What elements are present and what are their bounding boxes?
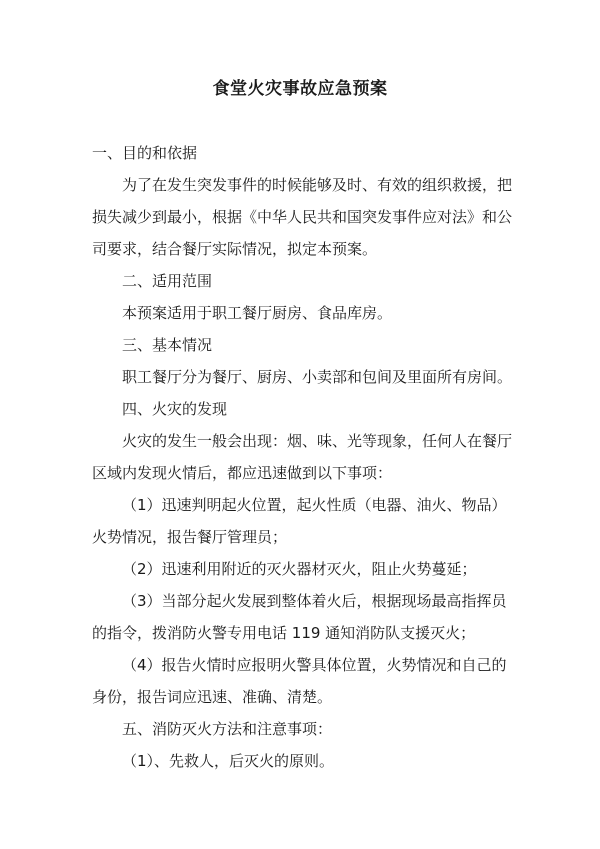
paragraph-line: 区域内发现火情后，都应迅速做到以下事项：: [92, 464, 393, 482]
paragraph-line: 司要求，结合餐厅实际情况，拟定本预案。: [92, 240, 378, 258]
list-item-1: （1）迅速判明起火位置，起火性质（电器、油火、物品）: [122, 496, 507, 514]
list-item-2: （2）迅速利用附近的灭火器材灭火，阻止火势蔓延；: [122, 560, 477, 578]
paragraph-line: 损失减少到最小，根据《中华人民共和国突发事件应对法》和公: [92, 208, 513, 226]
document-title: 食堂火灾事故应急预案: [212, 79, 388, 99]
section-heading-basic-info: 三、基本情况: [122, 336, 213, 354]
paragraph-line: 身份，报告词应迅速、准确、清楚。: [92, 688, 333, 706]
paragraph-line: 火灾的发生一般会出现：烟、味、光等现象，任何人在餐厅: [122, 432, 513, 450]
paragraph-line: 火势情况，报告餐厅管理员；: [92, 528, 288, 546]
list-item-1: （1）、先救人，后灭火的原则。: [122, 752, 335, 770]
section-heading-scope: 二、适用范围: [122, 272, 213, 290]
section-heading-fire-discovery: 四、火灾的发现: [122, 400, 228, 418]
paragraph-line: 本预案适用于职工餐厅厨房、食品库房。: [122, 304, 393, 322]
paragraph-line: 为了在发生突发事件的时候能够及时、有效的组织救援，把: [122, 176, 513, 194]
list-item-3: （3）当部分起火发展到整体着火后，根据现场最高指挥员: [122, 592, 507, 610]
list-item-4: （4）报告火情时应报明火警具体位置，火势情况和自己的: [122, 656, 507, 674]
section-heading-purpose: 一、目的和依据: [92, 144, 198, 162]
section-heading-firefighting: 五、消防灭火方法和注意事项：: [122, 720, 333, 738]
paragraph-line: 的指令，拨消防火警专用电话 119 通知消防队支援灭火；: [92, 624, 476, 642]
paragraph-line: 职工餐厅分为餐厅、厨房、小卖部和包间及里面所有房间。: [122, 368, 513, 386]
